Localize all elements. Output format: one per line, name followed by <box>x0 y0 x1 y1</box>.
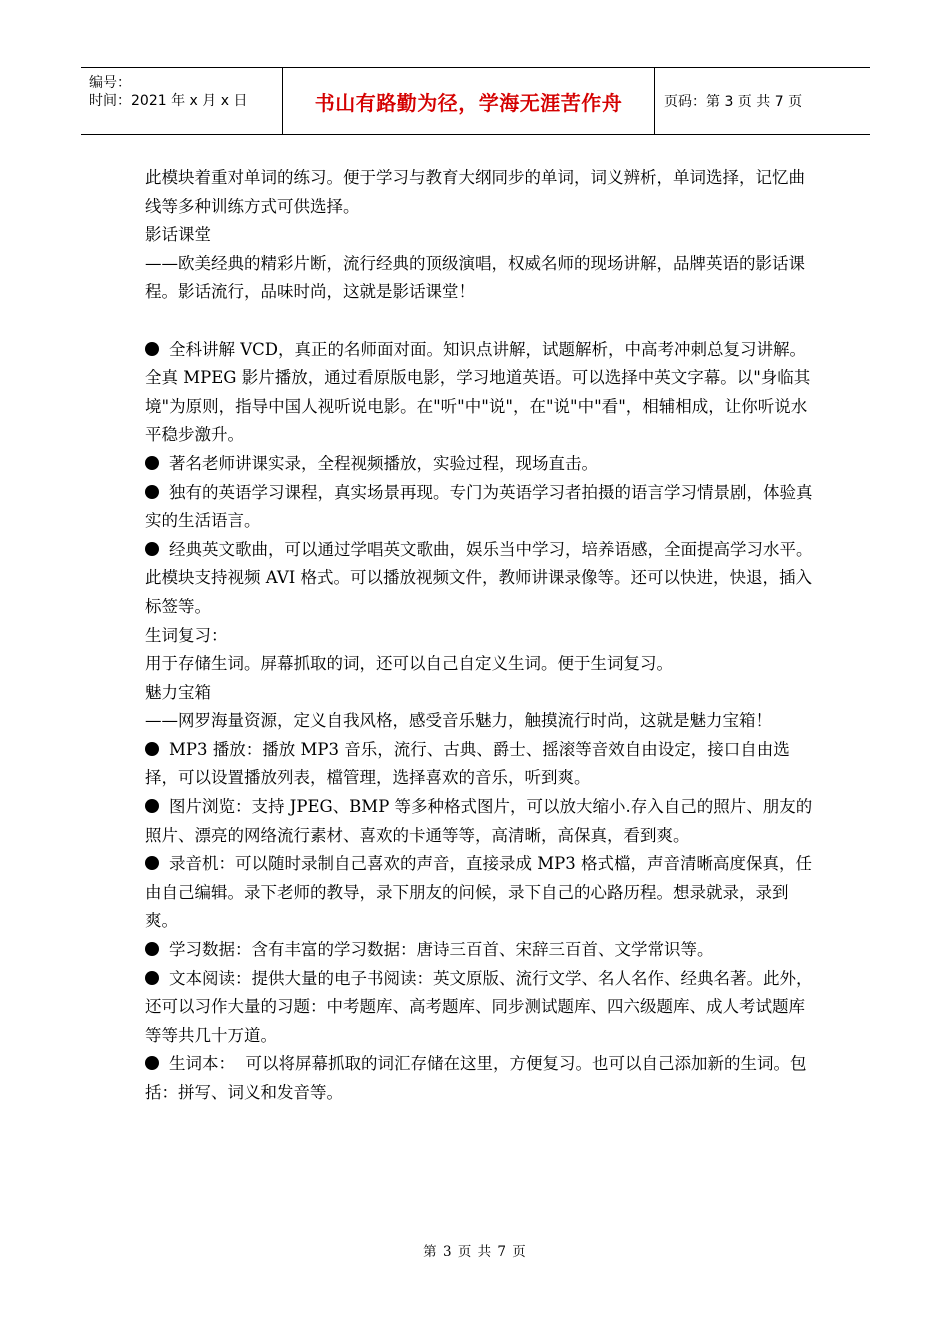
paragraph: ——欧美经典的精彩片断，流行经典的顶级演唱，权威名师的现场讲解，品牌英语的影话课程。影话流行，品味时尚，这就是影话课堂！ <box>145 253 805 302</box>
time-label: 时间：2021 年 x 月 x 日 <box>89 93 248 109</box>
bullet-item <box>145 536 815 565</box>
header-motto: 书山有路勤为径，学海无涯苦作舟 <box>314 90 623 115</box>
bullet-text: 著名老师讲课实录，全程视频播放，实验过程，现场直击。 <box>169 453 598 473</box>
bullet-item <box>145 965 815 1051</box>
header-table <box>81 67 870 135</box>
bullet-item <box>145 336 815 365</box>
bullet-item <box>145 936 815 965</box>
bullet-item <box>145 793 815 850</box>
header-meta <box>81 68 282 134</box>
paragraph: 用于存储生词。屏幕抓取的词，还可以自己自定义生词。便于生词复习。 <box>145 654 673 674</box>
blank-line <box>145 307 815 336</box>
bullet-icon <box>145 856 159 870</box>
paragraph: ——网罗海量资源，定义自我风格，感受音乐魅力，触摸流行时尚，这就是魅力宝箱！ <box>145 711 772 731</box>
bullet-text: 文本阅读：提供大量的电子书阅读：英文原版、流行文学、名人名作、经典名著。此外，还可以习作大量的习题：中考题库、高考题库、同步测试题库、四六级题库、成人考试题库等等共几十万道。 <box>145 968 813 1045</box>
bullet-icon <box>145 971 159 985</box>
section-heading: 生词复习： <box>145 625 228 645</box>
bullet-item <box>145 736 815 793</box>
bullet-text: 经典英文歌曲，可以通过学唱英文歌曲，娱乐当中学习，培养语感，全面提高学习水平。 <box>169 539 813 559</box>
bullet-text: 生词本： 可以将屏幕抓取的词汇存储在这里，方便复习。也可以自己添加新的生词。包括：拼写、词义和发音等。 <box>145 1054 807 1102</box>
bullet-icon <box>145 942 159 956</box>
bullet-text: 录音机：可以随时录制自己喜欢的声音，直接录成 MP3 格式檔，声音清晰高度保真，任由自己编辑。录下老师的教导，录下朋友的问候，录下自己的心路历程。想录就录，录到爽。 <box>145 854 812 931</box>
document-body <box>145 164 815 1108</box>
paragraph: 此模块支持视频 AVI 格式。可以播放视频文件，教师讲课录像等。还可以快进，快退，插入标签等。 <box>145 568 813 616</box>
bullet-icon <box>145 485 159 499</box>
paragraph: 此模块着重对单词的练习。便于学习与教育大纲同步的单词，词义辨析，单词选择，记忆曲线等多种训练方式可供选择。 <box>145 168 805 216</box>
section-heading: 魅力宝箱 <box>145 682 211 702</box>
bullet-text: 学习数据：含有丰富的学习数据：唐诗三百首、宋辞三百首、文学常识等。 <box>169 940 714 960</box>
bullet-text: 全科讲解 VCD，真正的名师面对面。知识点讲解，试题解析，中高考冲刺总复习讲解。 <box>169 339 807 359</box>
page-footer: 第 3 页 共 7 页 <box>423 1244 527 1260</box>
bullet-icon <box>145 342 159 356</box>
bullet-icon <box>145 456 159 470</box>
bullet-text: MP3 播放：播放 MP3 音乐，流行、古典、爵士、摇滚等音效自由设定，接口自由选择，可以设置播放列表，檔管理，选择喜欢的音乐，听到爽。 <box>145 739 790 788</box>
bullet-icon <box>145 742 159 756</box>
bullet-icon <box>145 542 159 556</box>
bullet-text: 独有的英语学习课程，真实场景再现。专门为英语学习者拍摄的语言学习情景剧，体验真实的生活语言。 <box>145 482 813 531</box>
number-label: 编号： <box>89 75 131 91</box>
bullet-item <box>145 850 815 936</box>
bullet-icon <box>145 1056 159 1070</box>
section-heading: 影话课堂 <box>145 225 211 245</box>
bullet-text: 图片浏览：支持 JPEG、BMP 等多种格式图片，可以放大缩小.存入自己的照片、朋友的照片、漂亮的网络流行素材、喜欢的卡通等等，高清晰，高保真，看到爽。 <box>145 797 813 845</box>
bullet-item <box>145 450 815 479</box>
bullet-icon <box>145 799 159 813</box>
header-page-info: 页码：第 3 页 共 7 页 <box>664 94 803 110</box>
paragraph: 全真 MPEG 影片播放，通过看原版电影，学习地道英语。可以选择中英文字幕。以"身临其境"为原则，指导中国人视听说电影。在"听"中"说"，在"说"中"看"，相辅相成，让你听说水平稳步激升。 <box>145 368 811 445</box>
bullet-item <box>145 1050 815 1107</box>
bullet-item <box>145 479 815 536</box>
